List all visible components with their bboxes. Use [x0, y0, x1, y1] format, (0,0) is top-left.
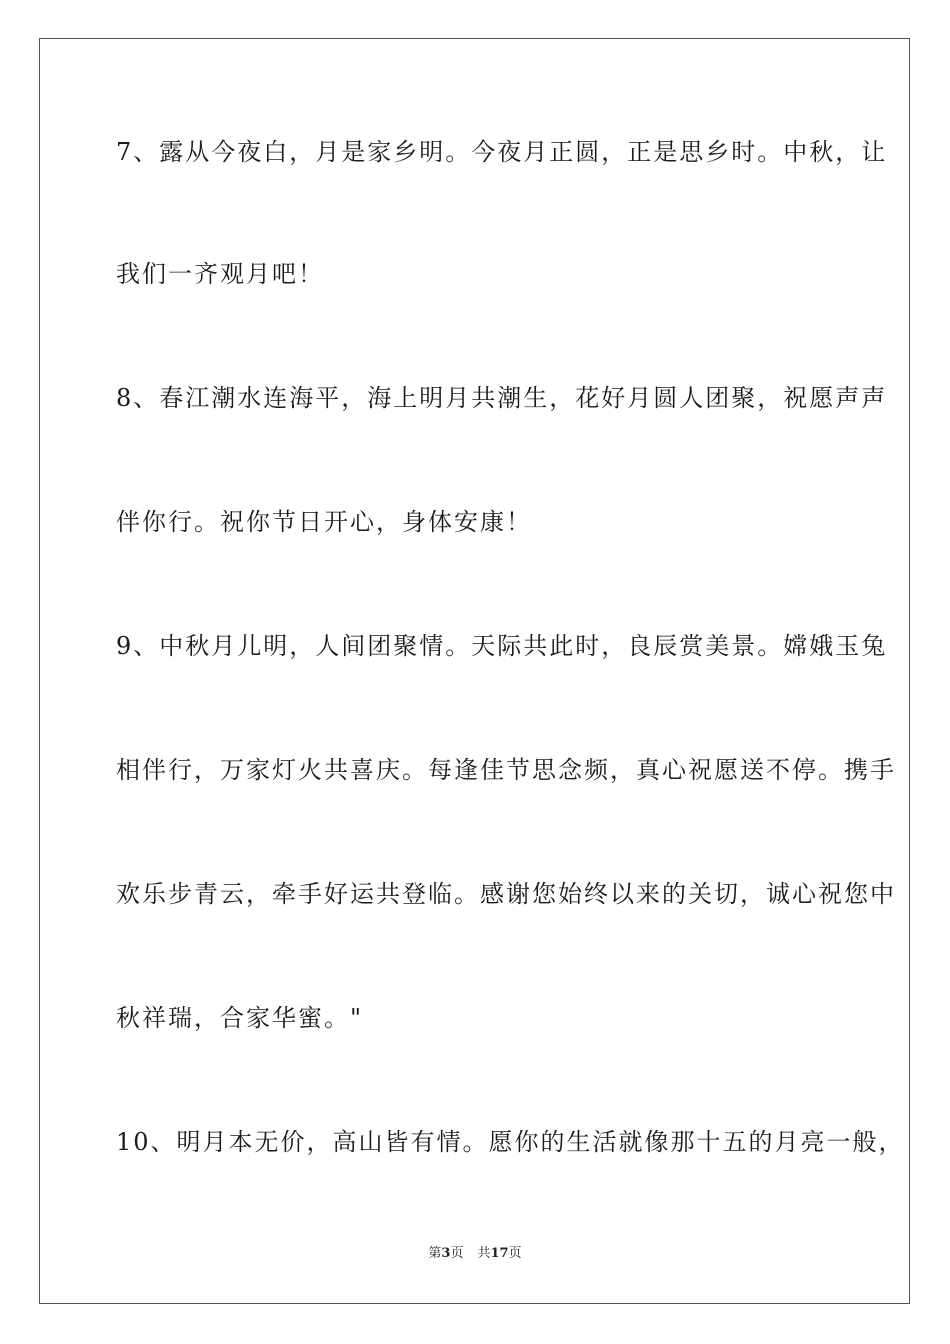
text-line-8: 秋祥瑞，合家华蜜。" [116, 1004, 364, 1032]
text-line-7: 欢乐步青云，牵手好运共登临。感谢您始终以来的关切，诚心祝您中 [116, 880, 896, 908]
text-line-1: 7、露从今夜白，月是家乡明。今夜月正圆，正是思乡时。中秋，让 [116, 138, 888, 166]
current-page-number: 3 [441, 1246, 451, 1261]
text-line-9: 10、明月本无价，高山皆有情。愿你的生活就像那十五的月亮一般， [116, 1128, 905, 1156]
text-line-2: 我们一齐观月吧！ [116, 260, 324, 288]
total-page-count: 17 [490, 1246, 509, 1261]
text-line-5: 9、中秋月儿明，人间团聚情。天际共此时，良辰赏美景。嫦娥玉兔 [116, 632, 888, 660]
page-border [39, 38, 910, 1304]
text-line-3: 8、春江潮水连海平，海上明月共潮生，花好月圆人团聚，祝愿声声 [116, 384, 888, 412]
text-line-4: 伴你行。祝你节日开心，身体安康！ [116, 508, 532, 536]
total-prefix: 共 [477, 1246, 491, 1261]
total-suffix: 页 [508, 1246, 522, 1261]
page-footer [0, 1245, 950, 1263]
page-prefix: 第 [428, 1246, 442, 1261]
page-suffix: 页 [450, 1246, 464, 1261]
text-line-6: 相伴行，万家灯火共喜庆。每逢佳节思念频，真心祝愿送不停。携手 [116, 756, 896, 784]
